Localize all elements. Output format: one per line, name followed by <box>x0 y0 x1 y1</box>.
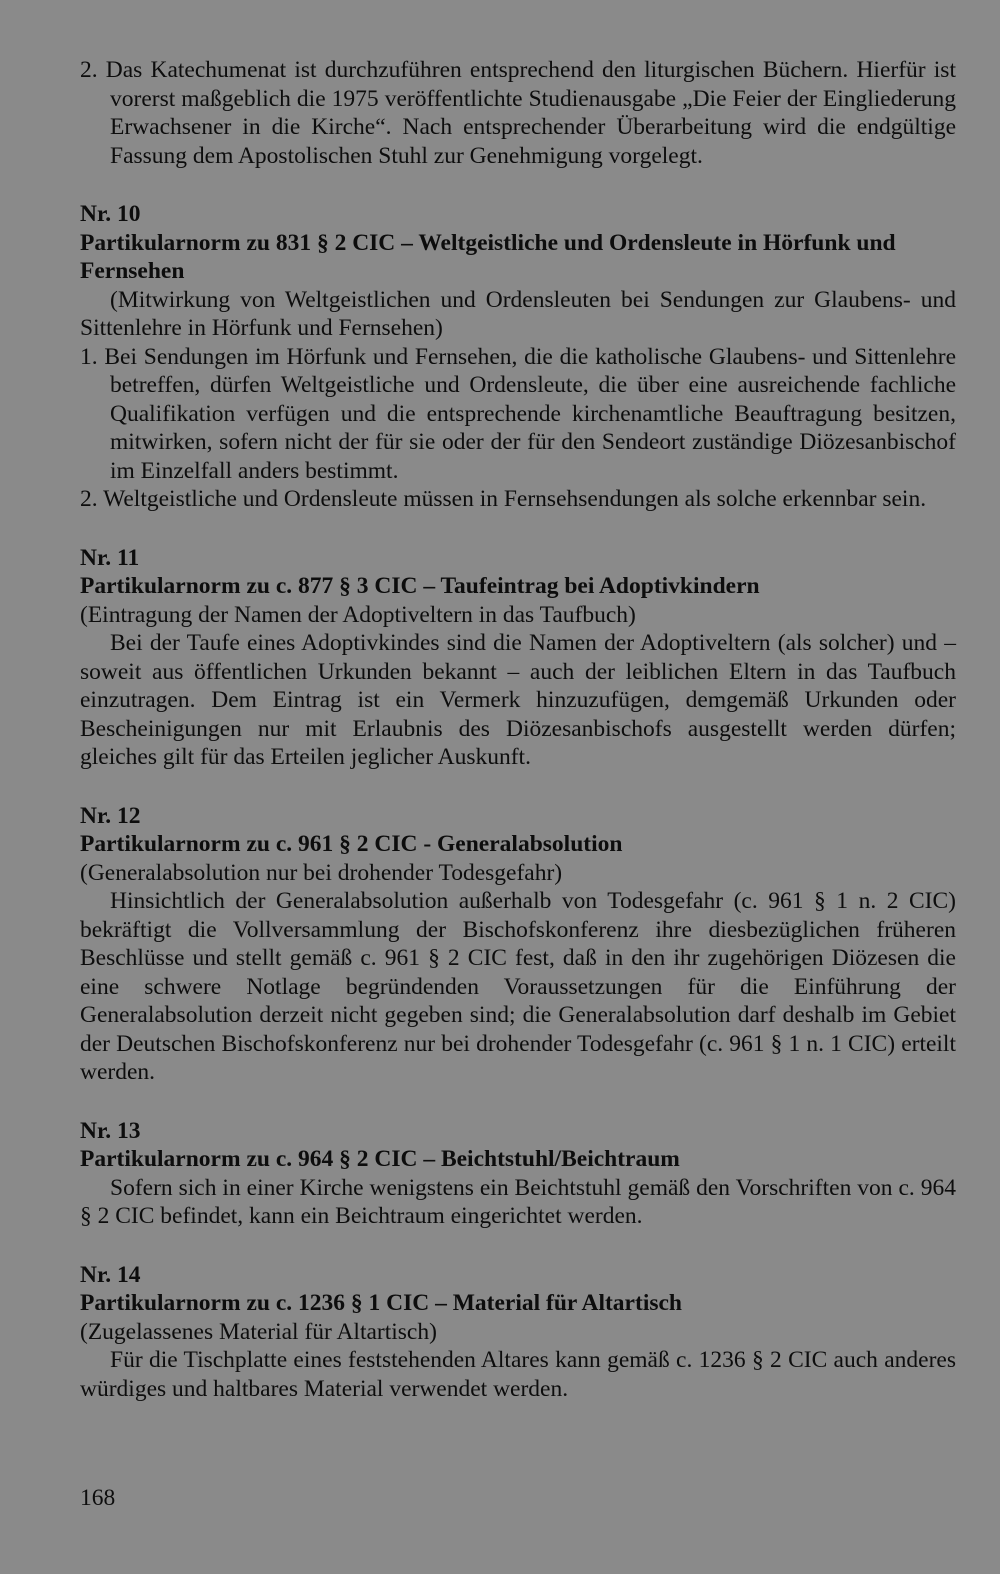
section-number: Nr. 12 <box>80 802 141 829</box>
section-title: Partikularnorm zu c. 961 § 2 CIC - Generalabsolution <box>80 831 623 857</box>
list-item: 1. Bei Sendungen im Hörfunk und Fernsehen, die die katholische Glaubens- und Sittenlehre betreffen, dürfen Weltgeistliche und Ordensleute, die über eine ausreichende fachliche Qualifikation verfügen und die entsprechende kirchenamtliche Beauftragung besitzen, mitwirken, sofern nicht der für sie oder der für den Sendeort zuständige Diözesanbischof im Einzelfall anders bestimmt. <box>80 343 956 484</box>
section-number: Nr. 10 <box>80 201 141 227</box>
section-number: Nr. 14 <box>80 1261 141 1288</box>
list-item: 2. Weltgeistliche und Ordensleute müssen in Fernsehsendungen als solche erkennbar sein. <box>80 486 927 512</box>
section-nr-13 <box>80 1117 956 1231</box>
section-title: Partikularnorm zu 831 § 2 CIC – Weltgeistliche und Ordensleute in Hörfunk und Fernsehen <box>80 229 896 284</box>
section-subtitle: (Zugelassenes Material für Altartisch) <box>80 1318 437 1345</box>
page-number: 168 <box>80 1485 116 1511</box>
section-subtitle: (Generalabsolution nur bei drohender Todesgefahr) <box>80 859 563 886</box>
page-content <box>80 56 956 1403</box>
section-nr-10 <box>80 200 956 514</box>
section-number: Nr. 13 <box>80 1117 141 1144</box>
intro-item: 2. Das Katechumenat ist durchzuführen entsprechend den liturgischen Büchern. Hierfür ist vorerst maßgeblich die 1975 veröffentlichte Studienausgabe „Die Feier der Eingliederung Erwachsener in die Kirche“. Nach entsprechender Überarbeitung wird die endgültige Fassung dem Apostolischen Stuhl zur Genehmigung vorgelegt. <box>80 57 956 169</box>
section-body: Sofern sich in einer Kirche wenigstens ein Beichtstuhl gemäß den Vorschriften von c. 964 § 2 CIC befindet, kann ein Beichtraum eingerichtet werden. <box>80 1174 956 1229</box>
section-nr-14 <box>80 1261 956 1404</box>
section-title: Partikularnorm zu c. 1236 § 1 CIC – Material für Altartisch <box>80 1290 682 1316</box>
section-subtitle: (Mitwirkung von Weltgeistlichen und Ordensleuten bei Sendungen zur Glaubens- und Sittenlehre in Hörfunk und Fernsehen) <box>80 286 956 341</box>
section-nr-11 <box>80 544 956 772</box>
section-title: Partikularnorm zu c. 877 § 3 CIC – Taufeintrag bei Adoptivkindern <box>80 573 760 599</box>
section-body: Für die Tischplatte eines feststehenden Altares kann gemäß c. 1236 § 2 CIC auch anderes würdiges und haltbares Material verwendet werden. <box>80 1347 956 1402</box>
section-title: Partikularnorm zu c. 964 § 2 CIC – Beichtstuhl/Beichtraum <box>80 1146 680 1172</box>
section-subtitle: (Eintragung der Namen der Adoptiveltern in das Taufbuch) <box>80 601 636 628</box>
section-nr-12 <box>80 802 956 1087</box>
section-body: Hinsichtlich der Generalabsolution außerhalb von Todesgefahr (c. 961 § 1 n. 2 CIC) bekräftigt die Vollversammlung der Bischofskonferenz ihre diesbezüglichen früheren Beschlüsse und stellt gemäß c. 961 § 2 CIC fest, daß in den ihr zugehörigen Diözesen die eine schwere Notlage begründenden Voraussetzungen für die Einführung der Generalabsolution derzeit nicht gegeben sind; die Generalabsolution darf deshalb im Gebiet der Deutschen Bischofskonferenz nur bei drohender Todesgefahr (c. 961 § 1 n. 1 CIC) erteilt werden. <box>80 888 956 1085</box>
section-number: Nr. 11 <box>80 544 140 571</box>
section-body: Bei der Taufe eines Adoptivkindes sind die Namen der Adoptiveltern (als solcher) und – soweit aus öffentlichen Urkunden bekannt – auch der leiblichen Eltern in das Taufbuch einzutragen. Dem Eintrag ist ein Vermerk hinzuzufügen, demgemäß Urkunden oder Bescheinigungen nur mit Erlaubnis des Diözesanbischofs ausgestellt werden dürfen; gleiches gilt für das Erteilen jeglicher Auskunft. <box>80 630 956 770</box>
